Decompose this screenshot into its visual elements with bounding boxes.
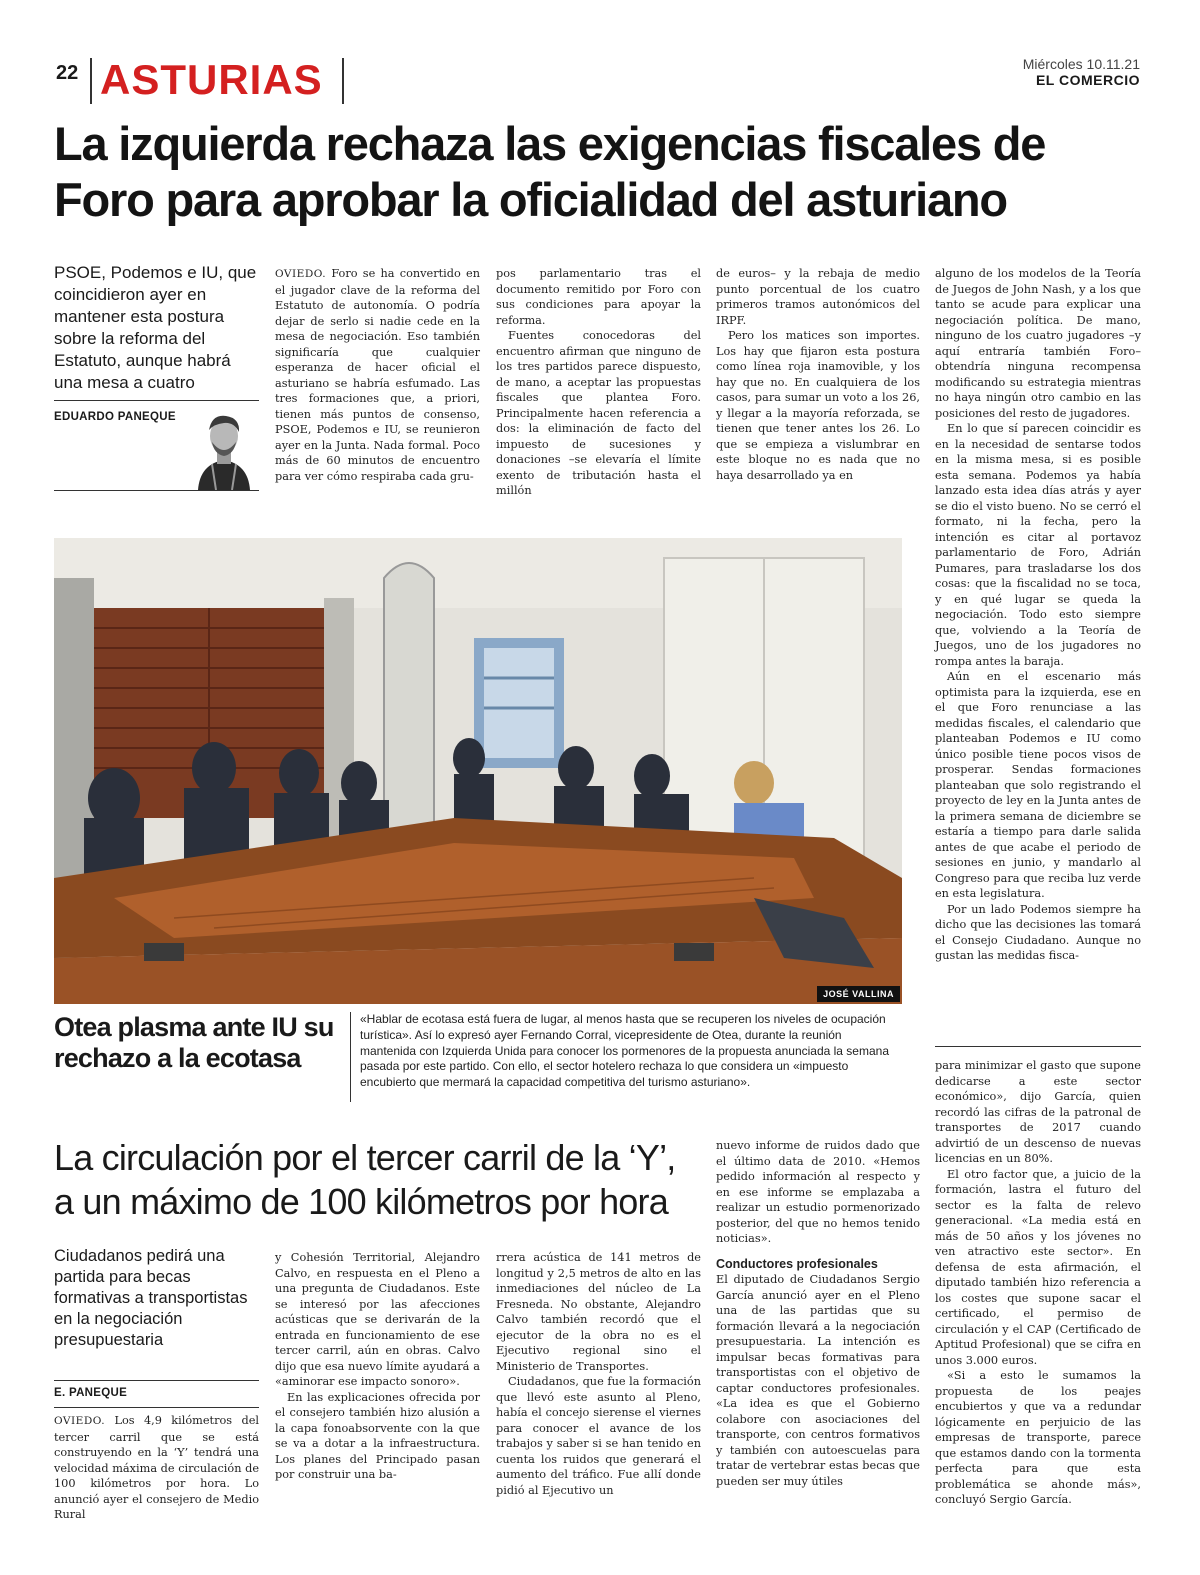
- paragraph: Ciudadanos, que fue la formación que llevó este asunto al Pleno, había el concejo sierense el viernes para conocer el avance de los trabajos y saber si se han tenido en cuenta los ruidos que generará el aumento del tráfico. Fue allí donde pidió al Ejecutivo un: [496, 1375, 701, 1497]
- header-divider: [90, 58, 92, 104]
- paragraph: rrera acústica de 141 metros de longitud y 2,5 metros de alto en las inmediaciones del núcleo de La Fresneda. No obstante, Alejandro Calvo también recordó que el ejecutor de la obra no es el Ejecutivo regional sino el Ministerio de Transportes.: [496, 1251, 701, 1373]
- issue-date: Miércoles 10.11.21: [1022, 56, 1140, 72]
- paragraph: El diputado de Ciudadanos Sergio García anunció ayer en el Pleno una de las partidas que su formación llevará a la negociación presupuestaria. La intención es impulsar becas formativas para transportistas con el objetivo de captar conductores profesionales. «La idea es que el Gobierno colabore con asociaciones del transporte, con centros formativos y también con autoescuelas para tratar de vertebrar estas becas que pueden ser muy útiles: [716, 1273, 920, 1488]
- paragraph: pos parlamentario tras el documento remitido por Foro con sus condiciones para apoyar la reforma.: [496, 267, 701, 327]
- second-headline: [54, 1136, 704, 1224]
- article-column: [275, 266, 480, 484]
- paragraph: Aún en el escenario más optimista para la izquierda, ese en el que Foro renunciase a las medidas fiscales, el calendario que planteaban Podemos e IU como único posible tiene pocos visos de prosperar. Sendas formaciones planteaban que solo registrando el proyecto de ley en la Junta antes de la primera semana de diciembre se estaría a tiempo para darle salida antes de que acabe el periodo de sesiones en junio, y mandarlo al Congreso para que reciba luz verde en esta legislatura.: [935, 670, 1141, 900]
- article-column: [54, 1413, 259, 1523]
- byline-rule: [54, 490, 259, 491]
- byline: E. PANEQUE: [54, 1387, 128, 1399]
- byline-rule: [54, 400, 259, 401]
- article-column: [716, 1138, 920, 1489]
- paragraph: En lo que sí parecen coincidir es en la necesidad de sentarse todos en la misma mesa, si es posible esta semana. Podemos ya había lanzado esta idea días atrás y ayer se dio el visto bueno. No se cerró el formato, ni la fecha, pero la intención es citar al portavoz parlamentario de Foro, Adrián Pumares, para trasladarse los dos cosas: que la fiscalidad no se toca, y en qué lugar se queda la negociación. Todo esto siempre que, volviendo a la Teoría de Juegos, uno de los jugadores no rompa antes la baraja.: [935, 422, 1141, 668]
- paragraph: «Si a esto le sumamos la propuesta de los peajes encubiertos y que va a redundar lógicamente en perjuicio de las empresas de transporte, parece que estamos dando con la tormenta perfecta para que esta problemática se ahonde más», concluyó Sergio García.: [935, 1369, 1141, 1506]
- story-lede: Ciudadanos pedirá una partida para becas formativas a transportistas en la negociación presupuestaria: [54, 1247, 248, 1349]
- paragraph: Pero los matices son importes. Los hay que fijaron esta postura como línea roja inamovible, y los hay que no. En cualquiera de los casos, para sumar un voto a los 26, y llegar a la mayoría reforzada, se tienen que tener antes los 26. Lo que se empieza a vislumbrar en este bloque no es nada que no haya desarrollado ya en: [716, 329, 920, 482]
- headline-line: La izquierda rechaza las exigencias fiscales de: [54, 117, 1046, 170]
- page-number: 22: [56, 62, 79, 84]
- paragraph: Por un lado Podemos siempre ha dicho que las decisiones las tomará el Consejo Ciudadano. Aunque no gustan las medidas fisca-: [935, 902, 1141, 962]
- headline-line: a un máximo de 100 kilómetros por hora: [54, 1181, 668, 1222]
- headline-line: Foro para aprobar la oficialidad del asturiano: [54, 173, 1007, 226]
- section-title: ASTURIAS: [100, 56, 323, 103]
- paragraph: Fuentes conocedoras del encuentro afirman que ninguno de los tres partidos parece dispuesto, de mano, a aceptar las propuestas fiscales que plantea Foro. Principalmente hacen referencia a dos: la eliminación de facto del impuesto de sucesiones y donaciones –se elevaría el límite exento de tributación hasta el millón: [496, 329, 701, 497]
- dateline-place: OVIEDO.: [275, 268, 327, 280]
- author-portrait: [190, 406, 258, 490]
- paragraph: alguno de los modelos de la Teoría de Juegos de John Nash, y a los que tanto se acude para explicar una negociación política. De mano, ninguno de los cuatro jugadores –y aquí entraría también Foro– obtendría ninguna recompensa modificando su estrategia mientras no haya ningún otro cambio en las posiciones del resto de jugadores.: [935, 267, 1141, 420]
- dateline-place: OVIEDO.: [54, 1415, 106, 1427]
- article-column: [275, 1250, 480, 1483]
- paragraph: y Cohesión Territorial, Alejandro Calvo, en respuesta en el Pleno a una pregunta de Ciudadanos. Este se interesó por las afecciones acústicas que se derivarán de la entrada en funcionamiento de ese tercer carril, aún en obras. Calvo dijo que esa nuevo límite ayudará a «aminorar ese impacto sonoro».: [275, 1251, 480, 1388]
- main-headline: [54, 116, 1144, 228]
- byline-rule: [54, 1407, 259, 1408]
- byline: EDUARDO PANEQUE: [54, 411, 176, 423]
- article-column: [716, 266, 920, 483]
- meeting-photo: [54, 538, 902, 1004]
- byline-rule: [54, 1380, 259, 1381]
- story-lede: PSOE, Podemos e IU, que coincidieron ayer en mantener esta postura sobre la reforma del Estatuto, aunque habrá una mesa a cuatro: [54, 263, 257, 392]
- caption-divider: [350, 1012, 351, 1102]
- paragraph: para minimizar el gasto que supone dedicarse a este sector económico», dijo García, quien recordó las cifras de la patronal de transportes de 2017 cuando advirtió de un descenso de nuevas licencias en un 80%.: [935, 1059, 1141, 1165]
- paragraph: En las explicaciones ofrecida por el consejero también hizo alusión a la capa fonoabsorvente con la que se va a dotar a la infraestructura. Los planes del Principado pasan por construir una ba-: [275, 1390, 480, 1481]
- paragraph: Foro se ha convertido en el jugador clave de la reforma del Estatuto de autonomía. O podría dejar de serlo si nadie cede en la mesa de negociación. Eso también significaría que cualquier esperanza de hacer oficial el asturiano se habría esfumado. Las tres formaciones que, a priori, tienen más puntos de consenso, PSOE, Podemos e IU, se reunieron ayer en la Junta. Nada formal. Poco más de 60 minutos de encuentro para ver cómo respiraba cada gru-: [275, 267, 481, 483]
- article-column: [496, 1250, 701, 1498]
- article-column: [935, 1058, 1141, 1508]
- article-column: [935, 266, 1141, 964]
- column-rule: [935, 1046, 1141, 1047]
- paragraph: El otro factor que, a juicio de la formación, lastra el futuro del sector es la falta de relevo generacional. «La media está en más de 50 años y los jóvenes no ven atractivo este sector». En defensa de esta afirmación, el diputado también hizo referencia a los costes que supone sacar el certificado, el permiso de circulación y el CAP (Certificado de Aptitud Profesional) que se cifra en unos 3.000 euros.: [935, 1167, 1141, 1367]
- dateline: [1023, 56, 1140, 88]
- headline-line: La circulación por el tercer carril de la ‘Y’,: [54, 1137, 676, 1178]
- photo-caption-text: «Hablar de ecotasa está fuera de lugar, al menos hasta que se recuperen los niveles de ocupación turística». Así lo expresó ayer Fernando Corral, vicepresidente de Otea, durante la reunión mantenida con Izquierda Unida para conocer los pormenores de la propuesta anunciada la semana pasada por este partido. Con ello, el sector hotelero rechaza lo que considera un «impuesto encubierto que mermará la capacidad competitiva del turismo asturiano».: [360, 1012, 890, 1090]
- paragraph: Los 4,9 kilómetros del tercer carril que se está construyendo en la ‘Y’ tendrá una velocidad máxima de circulación de 100 kilómetros por hora. Lo anunció ayer el consejero de Medio Rural: [54, 1414, 260, 1521]
- paragraph: nuevo informe de ruidos dado que el último data de 2010. «Hemos pedido información al respecto y en ese informe se emplazaba a realizar un estudio pormenorizado posterior, del que no hemos tenido noticias».: [716, 1139, 920, 1245]
- photo-credit: JOSÉ VALLINA: [817, 986, 900, 1002]
- subheading: Conductores profesionales: [716, 1256, 878, 1271]
- header-divider: [342, 58, 344, 104]
- paragraph: de euros– y la rebaja de medio punto porcentual de los cuatro primeros tramos autonómicos del IRPF.: [716, 267, 920, 327]
- publication-name: EL COMERCIO: [1035, 72, 1140, 88]
- article-column: [496, 266, 701, 499]
- photo-caption-headline: Otea plasma ante IU su rechazo a la ecotasa: [54, 1012, 334, 1073]
